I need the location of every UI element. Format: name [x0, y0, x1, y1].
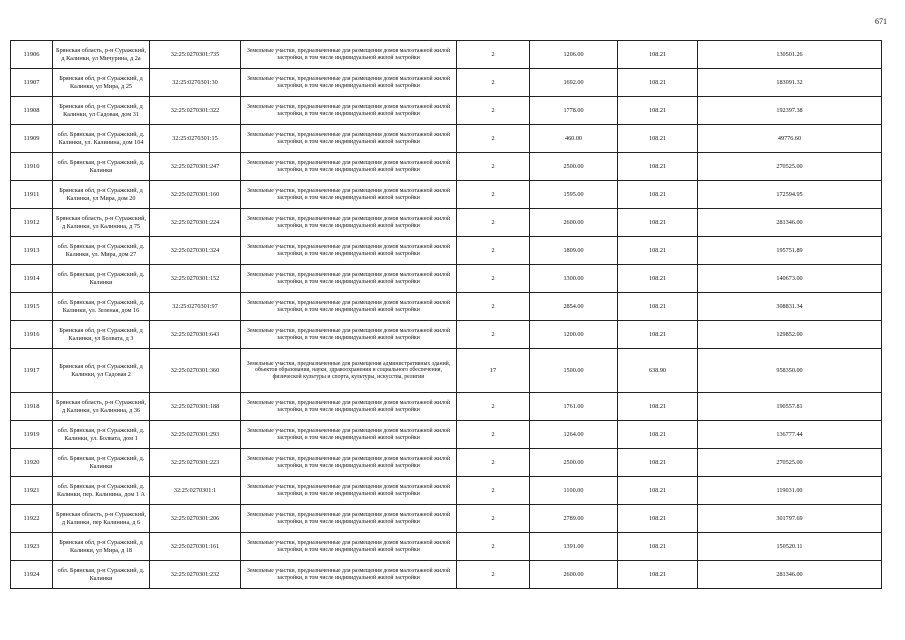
cadastral-number-cell: 32:25:0270301:188 [150, 393, 241, 421]
area-cell: 2500.00 [530, 153, 618, 181]
use-group-code-cell: 2 [457, 209, 530, 237]
use-group-code-cell: 2 [457, 505, 530, 533]
table-row [11, 533, 882, 561]
specific-value-cell: 108.21 [618, 265, 698, 293]
cadastral-number-cell: 32:25:0270301:15 [150, 125, 241, 153]
use-group-code-cell: 2 [457, 293, 530, 321]
table-row [11, 449, 882, 477]
specific-value-cell: 108.21 [618, 97, 698, 125]
address-cell: обл. Брянская, р-н Суражский, д. Калинки, ул. Зеленая, дом 16 [53, 293, 150, 321]
land-use-purpose-cell: Земельные участки, предназначенные для размещения домов малоэтажной жилой застройки, в том числе индивидуальной жилой застройки [241, 69, 457, 97]
row-number-cell: 11923 [11, 533, 53, 561]
table-row [11, 181, 882, 209]
table-row [11, 321, 882, 349]
address-cell: Брянская обл, р-н Суражский, д Калинки, ул Садовая, дом 31 [53, 97, 150, 125]
specific-value-cell: 108.21 [618, 321, 698, 349]
address-cell: Брянская обл, р-н Суражский, д Калинки, ул Мира, дом 20 [53, 181, 150, 209]
land-use-purpose-cell: Земельные участки, предназначенные для размещения домов малоэтажной жилой застройки, в том числе индивидуальной жилой застройки [241, 393, 457, 421]
row-number-cell: 11918 [11, 393, 53, 421]
use-group-code-cell: 2 [457, 181, 530, 209]
land-use-purpose-cell: Земельные участки, предназначенные для размещения домов малоэтажной жилой застройки, в том числе индивидуальной жилой застройки [241, 265, 457, 293]
cadastral-number-cell: 32:25:0270301:735 [150, 41, 241, 69]
specific-value-cell: 108.21 [618, 125, 698, 153]
address-cell: обл. Брянская, р-н Суражский, д. Калинки [53, 265, 150, 293]
use-group-code-cell: 2 [457, 533, 530, 561]
row-number-cell: 11907 [11, 69, 53, 97]
land-use-purpose-cell: Земельные участки, предназначенные для размещения домов малоэтажной жилой застройки, в том числе индивидуальной жилой застройки [241, 209, 457, 237]
cadastral-value-cell: 183091.32 [698, 69, 882, 97]
row-number-cell: 11922 [11, 505, 53, 533]
area-cell: 2600.00 [530, 209, 618, 237]
row-number-cell: 11915 [11, 293, 53, 321]
specific-value-cell: 108.21 [618, 561, 698, 589]
row-number-cell: 11920 [11, 449, 53, 477]
address-cell: Брянская область, р-н Суражский, д Калинки, ул Мичурина, д 2а [53, 41, 150, 69]
address-cell: Брянская область, р-н Суражский, д Калинки, ул Калинина, д 36 [53, 393, 150, 421]
table-row [11, 393, 882, 421]
cadastral-number-cell: 32:25:0270301:223 [150, 449, 241, 477]
table-row [11, 265, 882, 293]
use-group-code-cell: 2 [457, 41, 530, 69]
cadastral-value-cell: 958350.00 [698, 349, 882, 393]
row-number-cell: 11924 [11, 561, 53, 589]
cadastral-number-cell: 32:25:0270301:152 [150, 265, 241, 293]
cadastral-value-cell: 136777.44 [698, 421, 882, 449]
cadastral-number-cell: 32:25:0270301:1 [150, 477, 241, 505]
specific-value-cell: 108.21 [618, 69, 698, 97]
cadastral-value-cell: 308831.34 [698, 293, 882, 321]
land-use-purpose-cell: Земельные участки, предназначенные для размещения домов малоэтажной жилой застройки, в том числе индивидуальной жилой застройки [241, 505, 457, 533]
specific-value-cell: 108.21 [618, 477, 698, 505]
cadastral-number-cell: 32:25:0270301:97 [150, 293, 241, 321]
page-number: 671 [875, 17, 887, 26]
use-group-code-cell: 2 [457, 97, 530, 125]
cadastral-value-cell: 281346.00 [698, 209, 882, 237]
row-number-cell: 11917 [11, 349, 53, 393]
area-cell: 1778.00 [530, 97, 618, 125]
land-use-purpose-cell: Земельные участки, предназначенные для размещения домов малоэтажной жилой застройки, в том числе индивидуальной жилой застройки [241, 561, 457, 589]
table-row [11, 69, 882, 97]
table-row [11, 209, 882, 237]
use-group-code-cell: 2 [457, 125, 530, 153]
area-cell: 2789.00 [530, 505, 618, 533]
land-use-purpose-cell: Земельные участки, предназначенные для размещения домов малоэтажной жилой застройки, в том числе индивидуальной жилой застройки [241, 533, 457, 561]
land-use-purpose-cell: Земельные участки, предназначенные для размещения домов малоэтажной жилой застройки, в том числе индивидуальной жилой застройки [241, 97, 457, 125]
row-number-cell: 11910 [11, 153, 53, 181]
land-use-purpose-cell: Земельные участки, предназначенные для размещения домов малоэтажной жилой застройки, в том числе индивидуальной жилой застройки [241, 181, 457, 209]
row-number-cell: 11906 [11, 41, 53, 69]
address-cell: обл. Брянская, р-н Суражский, д. Калинки, ул. Мира, дом 27 [53, 237, 150, 265]
use-group-code-cell: 2 [457, 321, 530, 349]
cadastral-number-cell: 32:25:0270301:160 [150, 181, 241, 209]
table-row [11, 125, 882, 153]
row-number-cell: 11909 [11, 125, 53, 153]
land-use-purpose-cell: Земельные участки, предназначенные для размещения административных зданий, объектов образования, науки, здравоохранения и социального обеспечения, физической культуры и спорта, культуры, искусства, религии [241, 349, 457, 393]
cadastral-value-cell: 270525.00 [698, 153, 882, 181]
table-row [11, 421, 882, 449]
row-number-cell: 11911 [11, 181, 53, 209]
specific-value-cell: 108.21 [618, 293, 698, 321]
area-cell: 2600.00 [530, 561, 618, 589]
cadastral-number-cell: 32:25:0270301:30 [150, 69, 241, 97]
specific-value-cell: 638.90 [618, 349, 698, 393]
specific-value-cell: 108.21 [618, 533, 698, 561]
row-number-cell: 11908 [11, 97, 53, 125]
use-group-code-cell: 2 [457, 449, 530, 477]
area-cell: 1500.00 [530, 349, 618, 393]
table-row [11, 97, 882, 125]
area-cell: 1595.00 [530, 181, 618, 209]
row-number-cell: 11919 [11, 421, 53, 449]
cadastral-number-cell: 32:25:0270301:206 [150, 505, 241, 533]
cadastral-value-cell: 301797.69 [698, 505, 882, 533]
specific-value-cell: 108.21 [618, 181, 698, 209]
land-use-purpose-cell: Земельные участки, предназначенные для размещения домов малоэтажной жилой застройки, в том числе индивидуальной жилой застройки [241, 321, 457, 349]
cadastral-value-cell: 195751.89 [698, 237, 882, 265]
land-use-purpose-cell: Земельные участки, предназначенные для размещения домов малоэтажной жилой застройки, в том числе индивидуальной жилой застройки [241, 449, 457, 477]
address-cell: обл. Брянская, р-н Суражский, д. Калинки, ул. Болвата, дом 1 [53, 421, 150, 449]
area-cell: 1809.00 [530, 237, 618, 265]
land-use-purpose-cell: Земельные участки, предназначенные для размещения домов малоэтажной жилой застройки, в том числе индивидуальной жилой застройки [241, 421, 457, 449]
cadastral-number-cell: 32:25:0270301:224 [150, 209, 241, 237]
address-cell: Брянская область, р-н Суражский, д Калинки, пер Калинина, д 6 [53, 505, 150, 533]
specific-value-cell: 108.21 [618, 393, 698, 421]
address-cell: Брянская обл, р-н Суражский, д Калинки, ул Болвата, д 3 [53, 321, 150, 349]
land-plot-registry-table [10, 40, 882, 589]
table-row [11, 153, 882, 181]
area-cell: 1692.00 [530, 69, 618, 97]
cadastral-number-cell: 32:25:0270301:322 [150, 97, 241, 125]
cadastral-value-cell: 172594.95 [698, 181, 882, 209]
land-use-purpose-cell: Земельные участки, предназначенные для размещения домов малоэтажной жилой застройки, в том числе индивидуальной жилой застройки [241, 237, 457, 265]
specific-value-cell: 108.21 [618, 421, 698, 449]
address-cell: Брянская область, р-н Суражский, д Калинки, ул Калинина, д 75 [53, 209, 150, 237]
cadastral-value-cell: 119031.00 [698, 477, 882, 505]
use-group-code-cell: 2 [457, 69, 530, 97]
table-row [11, 477, 882, 505]
table-row [11, 505, 882, 533]
area-cell: 1200.00 [530, 321, 618, 349]
address-cell: обл. Брянская, р-н Суражский, д. Калинки [53, 561, 150, 589]
area-cell: 1206.00 [530, 41, 618, 69]
land-use-purpose-cell: Земельные участки, предназначенные для размещения домов малоэтажной жилой застройки, в том числе индивидуальной жилой застройки [241, 477, 457, 505]
table-row [11, 561, 882, 589]
cadastral-value-cell: 140673.00 [698, 265, 882, 293]
cadastral-number-cell: 32:25:0270301:324 [150, 237, 241, 265]
area-cell: 1300.00 [530, 265, 618, 293]
cadastral-number-cell: 32:25:0270301:247 [150, 153, 241, 181]
row-number-cell: 11914 [11, 265, 53, 293]
use-group-code-cell: 2 [457, 265, 530, 293]
land-use-purpose-cell: Земельные участки, предназначенные для размещения домов малоэтажной жилой застройки, в том числе индивидуальной жилой застройки [241, 125, 457, 153]
address-cell: обл. Брянская, р-н Суражский, д. Калинки [53, 153, 150, 181]
specific-value-cell: 108.21 [618, 153, 698, 181]
cadastral-number-cell: 32:25:0270301:293 [150, 421, 241, 449]
specific-value-cell: 108.21 [618, 209, 698, 237]
cadastral-value-cell: 192397.38 [698, 97, 882, 125]
cadastral-value-cell: 150520.11 [698, 533, 882, 561]
table-row [11, 293, 882, 321]
area-cell: 2500.00 [530, 449, 618, 477]
area-cell: 1100.00 [530, 477, 618, 505]
use-group-code-cell: 17 [457, 349, 530, 393]
address-cell: Брянская обл, р-н Суражский, д Калинки, ул Мира, д 18 [53, 533, 150, 561]
table-row [11, 237, 882, 265]
address-cell: обл. Брянская, р-н Суражский, д. Калинки, пер. Калинина, дом 1 А [53, 477, 150, 505]
specific-value-cell: 108.21 [618, 449, 698, 477]
use-group-code-cell: 2 [457, 477, 530, 505]
table-row [11, 41, 882, 69]
use-group-code-cell: 2 [457, 561, 530, 589]
cadastral-number-cell: 32:25:0270301:643 [150, 321, 241, 349]
area-cell: 460.00 [530, 125, 618, 153]
address-cell: обл. Брянская, р-н Суражский, д. Калинки, ул. Калинина, дом 104 [53, 125, 150, 153]
row-number-cell: 11921 [11, 477, 53, 505]
cadastral-number-cell: 32:25:0270301:161 [150, 533, 241, 561]
table-row [11, 349, 882, 393]
area-cell: 1761.00 [530, 393, 618, 421]
area-cell: 1264.00 [530, 421, 618, 449]
row-number-cell: 11913 [11, 237, 53, 265]
use-group-code-cell: 2 [457, 393, 530, 421]
address-cell: Брянская обл, р-н Суражский, д Калинки, ул Мира, д 25 [53, 69, 150, 97]
land-use-purpose-cell: Земельные участки, предназначенные для размещения домов малоэтажной жилой застройки, в том числе индивидуальной жилой застройки [241, 153, 457, 181]
cadastral-value-cell: 190557.81 [698, 393, 882, 421]
cadastral-value-cell: 49776.60 [698, 125, 882, 153]
cadastral-value-cell: 130501.26 [698, 41, 882, 69]
address-cell: обл. Брянская, р-н Суражский, д. Калинки [53, 449, 150, 477]
row-number-cell: 11912 [11, 209, 53, 237]
registry-body [11, 41, 882, 589]
cadastral-number-cell: 32:25:0270301:360 [150, 349, 241, 393]
row-number-cell: 11916 [11, 321, 53, 349]
cadastral-value-cell: 129852.00 [698, 321, 882, 349]
specific-value-cell: 108.21 [618, 41, 698, 69]
use-group-code-cell: 2 [457, 421, 530, 449]
use-group-code-cell: 2 [457, 237, 530, 265]
cadastral-value-cell: 270525.00 [698, 449, 882, 477]
address-cell: Брянская обл, р-н Суражский, д Калинки, ул Садовая 2 [53, 349, 150, 393]
land-use-purpose-cell: Земельные участки, предназначенные для размещения домов малоэтажной жилой застройки, в том числе индивидуальной жилой застройки [241, 41, 457, 69]
cadastral-number-cell: 32:25:0270301:232 [150, 561, 241, 589]
specific-value-cell: 108.21 [618, 237, 698, 265]
area-cell: 1391.00 [530, 533, 618, 561]
area-cell: 2854.00 [530, 293, 618, 321]
use-group-code-cell: 2 [457, 153, 530, 181]
cadastral-value-cell: 281346.00 [698, 561, 882, 589]
specific-value-cell: 108.21 [618, 505, 698, 533]
land-use-purpose-cell: Земельные участки, предназначенные для размещения домов малоэтажной жилой застройки, в том числе индивидуальной жилой застройки [241, 293, 457, 321]
